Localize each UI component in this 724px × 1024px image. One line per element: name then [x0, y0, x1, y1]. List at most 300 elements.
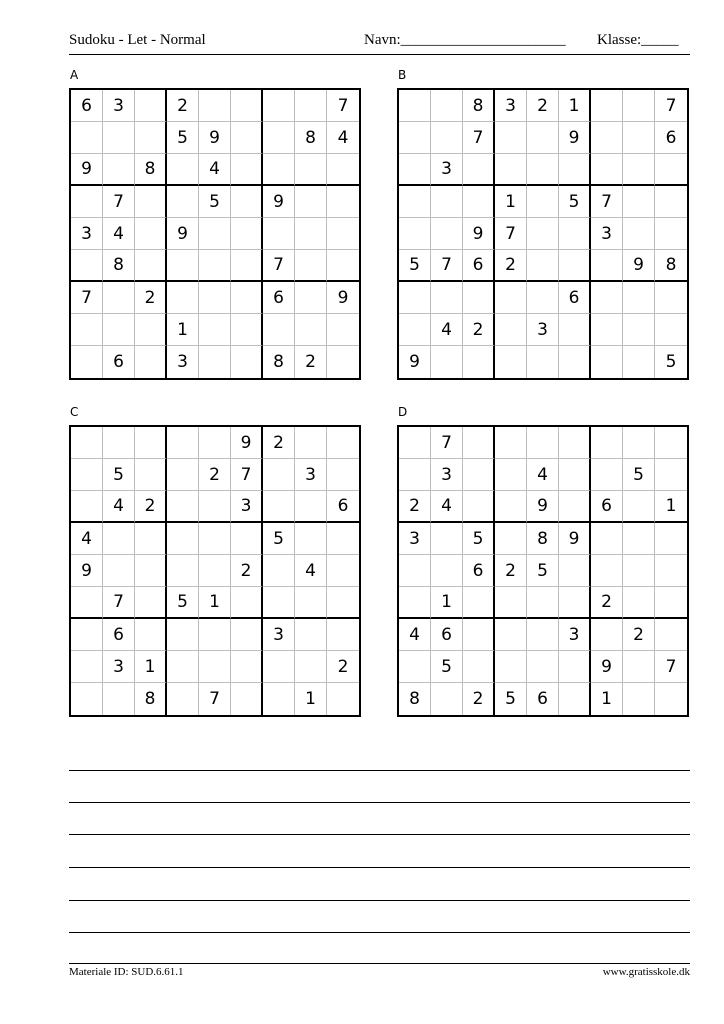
sudoku-cell: 6 [103, 346, 135, 378]
sudoku-cell[interactable] [327, 186, 359, 218]
sudoku-cell: 2 [591, 587, 623, 619]
sudoku-cell[interactable] [463, 587, 495, 619]
sudoku-cell[interactable] [623, 555, 655, 587]
sudoku-cell: 6 [591, 491, 623, 523]
sudoku-cell[interactable] [399, 555, 431, 587]
sudoku-cell: 5 [559, 186, 591, 218]
sudoku-cell[interactable] [199, 90, 231, 122]
sudoku-cell: 2 [231, 555, 263, 587]
sudoku-cell[interactable] [495, 427, 527, 459]
sudoku-cell[interactable] [199, 314, 231, 346]
sudoku-cell[interactable] [167, 523, 199, 555]
sudoku-cell: 1 [167, 314, 199, 346]
sudoku-cell[interactable] [463, 459, 495, 491]
sudoku-cell[interactable] [71, 250, 103, 282]
sudoku-cell[interactable] [263, 218, 295, 250]
sudoku-cell[interactable] [495, 587, 527, 619]
puzzle-label-a: A [70, 68, 79, 82]
sudoku-cell[interactable] [623, 587, 655, 619]
sudoku-cell[interactable] [495, 619, 527, 651]
website-link[interactable]: www.gratisskole.dk [602, 966, 690, 978]
sudoku-cell[interactable] [655, 186, 687, 218]
sudoku-cell[interactable] [399, 427, 431, 459]
sudoku-cell[interactable] [655, 459, 687, 491]
puzzle-label-b: B [398, 68, 407, 82]
sudoku-cell[interactable] [231, 154, 263, 186]
sudoku-cell[interactable] [295, 427, 327, 459]
sudoku-cell[interactable] [399, 218, 431, 250]
sudoku-cell[interactable] [231, 250, 263, 282]
sudoku-cell[interactable] [495, 651, 527, 683]
sudoku-cell[interactable] [495, 523, 527, 555]
sudoku-cell[interactable] [295, 250, 327, 282]
sudoku-cell: 8 [399, 683, 431, 715]
sudoku-cell[interactable] [559, 555, 591, 587]
sudoku-cell[interactable] [655, 619, 687, 651]
sudoku-cell[interactable] [527, 427, 559, 459]
sudoku-cell[interactable] [231, 683, 263, 715]
sudoku-cell[interactable] [655, 427, 687, 459]
sudoku-cell[interactable] [623, 651, 655, 683]
sudoku-cell[interactable] [135, 218, 167, 250]
sudoku-cell[interactable] [199, 619, 231, 651]
sudoku-cell[interactable] [623, 523, 655, 555]
sudoku-cell: 3 [527, 314, 559, 346]
sudoku-cell[interactable] [463, 186, 495, 218]
sudoku-cell[interactable] [431, 90, 463, 122]
sudoku-cell[interactable] [167, 154, 199, 186]
sudoku-cell[interactable] [655, 314, 687, 346]
sudoku-cell[interactable] [399, 314, 431, 346]
sudoku-cell[interactable] [655, 555, 687, 587]
sudoku-cell[interactable] [327, 427, 359, 459]
sudoku-cell[interactable] [463, 619, 495, 651]
sudoku-cell[interactable] [231, 90, 263, 122]
sudoku-cell: 7 [199, 683, 231, 715]
sudoku-cell[interactable] [167, 459, 199, 491]
sudoku-cell: 9 [199, 122, 231, 154]
sudoku-cell[interactable] [495, 459, 527, 491]
name-field[interactable]: Navn:______________________ [364, 32, 566, 48]
sudoku-cell[interactable] [559, 459, 591, 491]
sudoku-cell[interactable] [71, 122, 103, 154]
sudoku-cell[interactable] [431, 683, 463, 715]
sudoku-cell[interactable] [295, 282, 327, 314]
sudoku-cell[interactable] [399, 186, 431, 218]
sudoku-cell[interactable] [199, 282, 231, 314]
sudoku-cell[interactable] [655, 587, 687, 619]
sudoku-cell: 5 [263, 523, 295, 555]
sudoku-cell[interactable] [295, 587, 327, 619]
sudoku-cell: 3 [71, 218, 103, 250]
sudoku-cell[interactable] [327, 250, 359, 282]
sudoku-cell[interactable] [399, 282, 431, 314]
sudoku-cell[interactable] [591, 314, 623, 346]
sudoku-cell[interactable] [231, 619, 263, 651]
sudoku-cell[interactable] [623, 218, 655, 250]
sudoku-cell[interactable] [495, 122, 527, 154]
puzzle-label-d: D [398, 405, 408, 419]
sudoku-cell[interactable] [71, 683, 103, 715]
sudoku-cell: 7 [231, 459, 263, 491]
sudoku-cell[interactable] [623, 282, 655, 314]
puzzle-label-c: C [70, 405, 79, 419]
sudoku-cell[interactable] [263, 651, 295, 683]
sudoku-cell: 6 [103, 619, 135, 651]
sudoku-cell[interactable] [399, 587, 431, 619]
class-field[interactable]: Klasse:_____ [597, 32, 679, 48]
sudoku-cell[interactable] [231, 282, 263, 314]
sudoku-cell[interactable] [623, 90, 655, 122]
sudoku-cell[interactable] [623, 154, 655, 186]
sudoku-cell: 3 [559, 619, 591, 651]
sudoku-cell[interactable] [71, 491, 103, 523]
sudoku-cell[interactable] [71, 619, 103, 651]
sudoku-cell[interactable] [263, 314, 295, 346]
sudoku-cell: 3 [167, 346, 199, 378]
sudoku-cell[interactable] [295, 314, 327, 346]
sudoku-grid-b [397, 88, 689, 380]
sudoku-cell[interactable] [103, 282, 135, 314]
sudoku-cell: 7 [495, 218, 527, 250]
sudoku-cell[interactable] [495, 282, 527, 314]
sudoku-cell[interactable] [559, 491, 591, 523]
sudoku-cell[interactable] [463, 346, 495, 378]
sudoku-cell[interactable] [71, 651, 103, 683]
sudoku-cell[interactable] [431, 523, 463, 555]
sudoku-cell[interactable] [495, 346, 527, 378]
sudoku-cell[interactable] [399, 651, 431, 683]
sudoku-cell: 8 [135, 154, 167, 186]
sudoku-grid-c [69, 425, 361, 717]
sudoku-cell[interactable] [591, 154, 623, 186]
sudoku-cell: 6 [559, 282, 591, 314]
sudoku-cell[interactable] [495, 314, 527, 346]
sudoku-cell[interactable] [527, 122, 559, 154]
sudoku-cell[interactable] [135, 555, 167, 587]
sudoku-cell: 4 [103, 218, 135, 250]
sudoku-cell[interactable] [199, 555, 231, 587]
sudoku-cell[interactable] [135, 587, 167, 619]
sudoku-cell[interactable] [327, 587, 359, 619]
sudoku-cell[interactable] [167, 683, 199, 715]
sudoku-cell[interactable] [623, 122, 655, 154]
sudoku-cell[interactable] [231, 651, 263, 683]
sudoku-cell[interactable] [527, 218, 559, 250]
sudoku-cell[interactable] [495, 154, 527, 186]
sudoku-cell: 9 [71, 555, 103, 587]
sudoku-cell[interactable] [263, 459, 295, 491]
sudoku-cell[interactable] [199, 250, 231, 282]
sudoku-cell: 4 [103, 491, 135, 523]
sudoku-cell[interactable] [559, 218, 591, 250]
sudoku-cell[interactable] [559, 346, 591, 378]
sudoku-cell[interactable] [327, 459, 359, 491]
sudoku-cell[interactable] [167, 250, 199, 282]
sudoku-cell[interactable] [263, 587, 295, 619]
sudoku-cell[interactable] [527, 346, 559, 378]
sudoku-cell[interactable] [167, 555, 199, 587]
sudoku-cell[interactable] [295, 619, 327, 651]
sudoku-cell[interactable] [167, 427, 199, 459]
sudoku-cell[interactable] [263, 122, 295, 154]
sudoku-cell[interactable] [655, 683, 687, 715]
sudoku-cell[interactable] [591, 555, 623, 587]
sudoku-cell[interactable] [167, 651, 199, 683]
sudoku-cell[interactable] [71, 587, 103, 619]
sudoku-cell: 3 [591, 218, 623, 250]
sudoku-cell[interactable] [135, 459, 167, 491]
sudoku-cell[interactable] [135, 122, 167, 154]
sudoku-cell: 9 [167, 218, 199, 250]
sudoku-cell[interactable] [135, 346, 167, 378]
sudoku-cell[interactable] [71, 346, 103, 378]
sudoku-cell: 6 [463, 555, 495, 587]
material-id: Materiale ID: SUD.6.61.1 [69, 966, 184, 978]
sudoku-cell: 8 [655, 250, 687, 282]
sudoku-cell[interactable] [591, 122, 623, 154]
sudoku-cell: 3 [103, 90, 135, 122]
sudoku-cell[interactable] [559, 154, 591, 186]
footer-rule [69, 963, 690, 964]
sudoku-cell[interactable] [623, 346, 655, 378]
sudoku-cell[interactable] [399, 90, 431, 122]
sudoku-cell: 3 [399, 523, 431, 555]
sudoku-cell[interactable] [463, 651, 495, 683]
sudoku-cell: 4 [199, 154, 231, 186]
sudoku-cell: 2 [263, 427, 295, 459]
sudoku-cell[interactable] [231, 122, 263, 154]
sudoku-cell[interactable] [231, 523, 263, 555]
sudoku-cell[interactable] [327, 218, 359, 250]
sudoku-cell[interactable] [327, 523, 359, 555]
sudoku-cell: 4 [431, 491, 463, 523]
sudoku-cell[interactable] [527, 651, 559, 683]
sudoku-cell[interactable] [463, 491, 495, 523]
sudoku-cell[interactable] [71, 314, 103, 346]
sudoku-cell[interactable] [527, 154, 559, 186]
sudoku-cell: 9 [327, 282, 359, 314]
sudoku-cell[interactable] [295, 218, 327, 250]
sudoku-cell[interactable] [463, 154, 495, 186]
sudoku-cell: 8 [295, 122, 327, 154]
sudoku-cell[interactable] [263, 154, 295, 186]
sudoku-cell[interactable] [559, 427, 591, 459]
sudoku-cell[interactable] [591, 427, 623, 459]
sudoku-cell[interactable] [559, 651, 591, 683]
sudoku-cell[interactable] [399, 154, 431, 186]
sudoku-cell[interactable] [231, 587, 263, 619]
writing-line [69, 770, 690, 771]
sudoku-cell: 2 [495, 250, 527, 282]
sudoku-cell[interactable] [231, 314, 263, 346]
sudoku-cell[interactable] [527, 282, 559, 314]
sudoku-cell: 2 [167, 90, 199, 122]
sudoku-cell: 2 [495, 555, 527, 587]
sudoku-cell: 5 [495, 683, 527, 715]
sudoku-cell[interactable] [231, 186, 263, 218]
sudoku-cell: 9 [559, 122, 591, 154]
sudoku-cell[interactable] [559, 250, 591, 282]
sudoku-cell[interactable] [199, 491, 231, 523]
sudoku-cell[interactable] [135, 619, 167, 651]
sudoku-cell[interactable] [399, 459, 431, 491]
sudoku-cell[interactable] [655, 218, 687, 250]
sudoku-cell[interactable] [559, 683, 591, 715]
sudoku-cell: 2 [199, 459, 231, 491]
sudoku-cell: 6 [431, 619, 463, 651]
sudoku-cell[interactable] [431, 555, 463, 587]
sudoku-cell: 9 [463, 218, 495, 250]
sudoku-cell[interactable] [431, 122, 463, 154]
writing-line [69, 900, 690, 901]
sudoku-cell: 5 [103, 459, 135, 491]
sudoku-cell: 5 [399, 250, 431, 282]
sudoku-cell[interactable] [295, 651, 327, 683]
sudoku-cell: 5 [167, 122, 199, 154]
sudoku-cell[interactable] [591, 523, 623, 555]
sudoku-cell: 2 [463, 314, 495, 346]
sudoku-cell[interactable] [199, 523, 231, 555]
sudoku-cell[interactable] [231, 218, 263, 250]
sudoku-cell[interactable] [71, 186, 103, 218]
sudoku-cell[interactable] [591, 90, 623, 122]
sudoku-cell: 5 [623, 459, 655, 491]
sudoku-cell: 7 [655, 90, 687, 122]
sudoku-cell[interactable] [655, 282, 687, 314]
sudoku-cell[interactable] [295, 186, 327, 218]
sudoku-cell[interactable] [135, 90, 167, 122]
sudoku-cell: 5 [463, 523, 495, 555]
sudoku-cell: 1 [559, 90, 591, 122]
sudoku-cell[interactable] [295, 154, 327, 186]
sudoku-cell[interactable] [103, 523, 135, 555]
sudoku-cell[interactable] [103, 314, 135, 346]
sudoku-cell[interactable] [591, 282, 623, 314]
sudoku-cell: 4 [527, 459, 559, 491]
sudoku-grid-a [69, 88, 361, 380]
sudoku-cell[interactable] [327, 154, 359, 186]
sudoku-cell[interactable] [167, 282, 199, 314]
sudoku-cell[interactable] [295, 491, 327, 523]
sudoku-cell[interactable] [103, 427, 135, 459]
sudoku-cell[interactable] [135, 523, 167, 555]
sudoku-cell: 7 [103, 587, 135, 619]
sudoku-cell[interactable] [623, 427, 655, 459]
sudoku-cell: 1 [655, 491, 687, 523]
sudoku-cell[interactable] [527, 619, 559, 651]
sudoku-cell[interactable] [591, 346, 623, 378]
sudoku-cell[interactable] [591, 459, 623, 491]
sudoku-cell[interactable] [103, 683, 135, 715]
sudoku-cell: 2 [327, 651, 359, 683]
sudoku-cell: 5 [527, 555, 559, 587]
sudoku-cell[interactable] [135, 427, 167, 459]
sudoku-cell[interactable] [431, 218, 463, 250]
sudoku-cell: 6 [655, 122, 687, 154]
sudoku-cell[interactable] [135, 314, 167, 346]
sudoku-cell[interactable] [263, 555, 295, 587]
sudoku-cell[interactable] [327, 346, 359, 378]
sudoku-cell: 1 [135, 651, 167, 683]
sudoku-cell: 2 [463, 683, 495, 715]
sudoku-cell[interactable] [527, 250, 559, 282]
sudoku-cell[interactable] [623, 314, 655, 346]
sudoku-cell[interactable] [295, 523, 327, 555]
sudoku-cell[interactable] [199, 427, 231, 459]
sudoku-cell: 7 [263, 250, 295, 282]
sudoku-cell[interactable] [199, 218, 231, 250]
sudoku-cell[interactable] [199, 346, 231, 378]
sudoku-cell: 5 [665, 352, 677, 372]
sudoku-cell[interactable] [655, 523, 687, 555]
sudoku-cell: 7 [327, 90, 359, 122]
sudoku-cell[interactable] [327, 555, 359, 587]
sudoku-cell[interactable] [103, 122, 135, 154]
sudoku-cell[interactable] [103, 154, 135, 186]
sudoku-cell: 5 [199, 186, 231, 218]
sudoku-cell: 7 [431, 427, 463, 459]
sudoku-cell[interactable] [591, 250, 623, 282]
sudoku-cell: 7 [103, 186, 135, 218]
sudoku-cell[interactable] [71, 427, 103, 459]
sudoku-cell[interactable] [167, 186, 199, 218]
sudoku-cell: 3 [495, 90, 527, 122]
sudoku-cell: 7 [591, 186, 623, 218]
sudoku-cell[interactable] [135, 186, 167, 218]
sudoku-cell[interactable] [623, 491, 655, 523]
sudoku-cell[interactable] [495, 491, 527, 523]
sudoku-cell[interactable] [231, 346, 263, 378]
sudoku-cell[interactable] [327, 314, 359, 346]
sudoku-cell[interactable] [463, 427, 495, 459]
sudoku-cell: 8 [135, 683, 167, 715]
sudoku-cell[interactable] [103, 555, 135, 587]
sudoku-cell[interactable] [527, 587, 559, 619]
sudoku-cell[interactable] [591, 619, 623, 651]
sudoku-cell[interactable] [263, 90, 295, 122]
sudoku-cell[interactable] [71, 459, 103, 491]
sudoku-cell: 6 [327, 491, 359, 523]
sudoku-cell[interactable] [167, 619, 199, 651]
sudoku-cell: 1 [199, 587, 231, 619]
sudoku-cell[interactable] [431, 346, 463, 378]
sudoku-cell[interactable] [527, 186, 559, 218]
sudoku-cell[interactable] [295, 90, 327, 122]
sudoku-cell[interactable] [327, 619, 359, 651]
sudoku-grid-d [397, 425, 689, 717]
sudoku-cell[interactable] [655, 154, 687, 186]
sudoku-cell[interactable] [623, 186, 655, 218]
sudoku-cell[interactable] [399, 122, 431, 154]
sudoku-cell[interactable] [263, 491, 295, 523]
sudoku-cell[interactable] [199, 651, 231, 683]
sudoku-cell[interactable] [263, 683, 295, 715]
sudoku-cell[interactable] [559, 314, 591, 346]
sudoku-cell[interactable] [431, 186, 463, 218]
sudoku-cell[interactable] [167, 491, 199, 523]
sudoku-cell[interactable] [463, 282, 495, 314]
sudoku-cell[interactable] [623, 683, 655, 715]
sudoku-cell[interactable] [135, 250, 167, 282]
sudoku-cell: 2 [527, 90, 559, 122]
sudoku-cell: 1 [591, 683, 623, 715]
sudoku-cell[interactable] [431, 282, 463, 314]
sudoku-cell[interactable] [327, 683, 359, 715]
sudoku-cell: 4 [327, 122, 359, 154]
sudoku-cell: 1 [431, 587, 463, 619]
sudoku-cell[interactable] [559, 587, 591, 619]
